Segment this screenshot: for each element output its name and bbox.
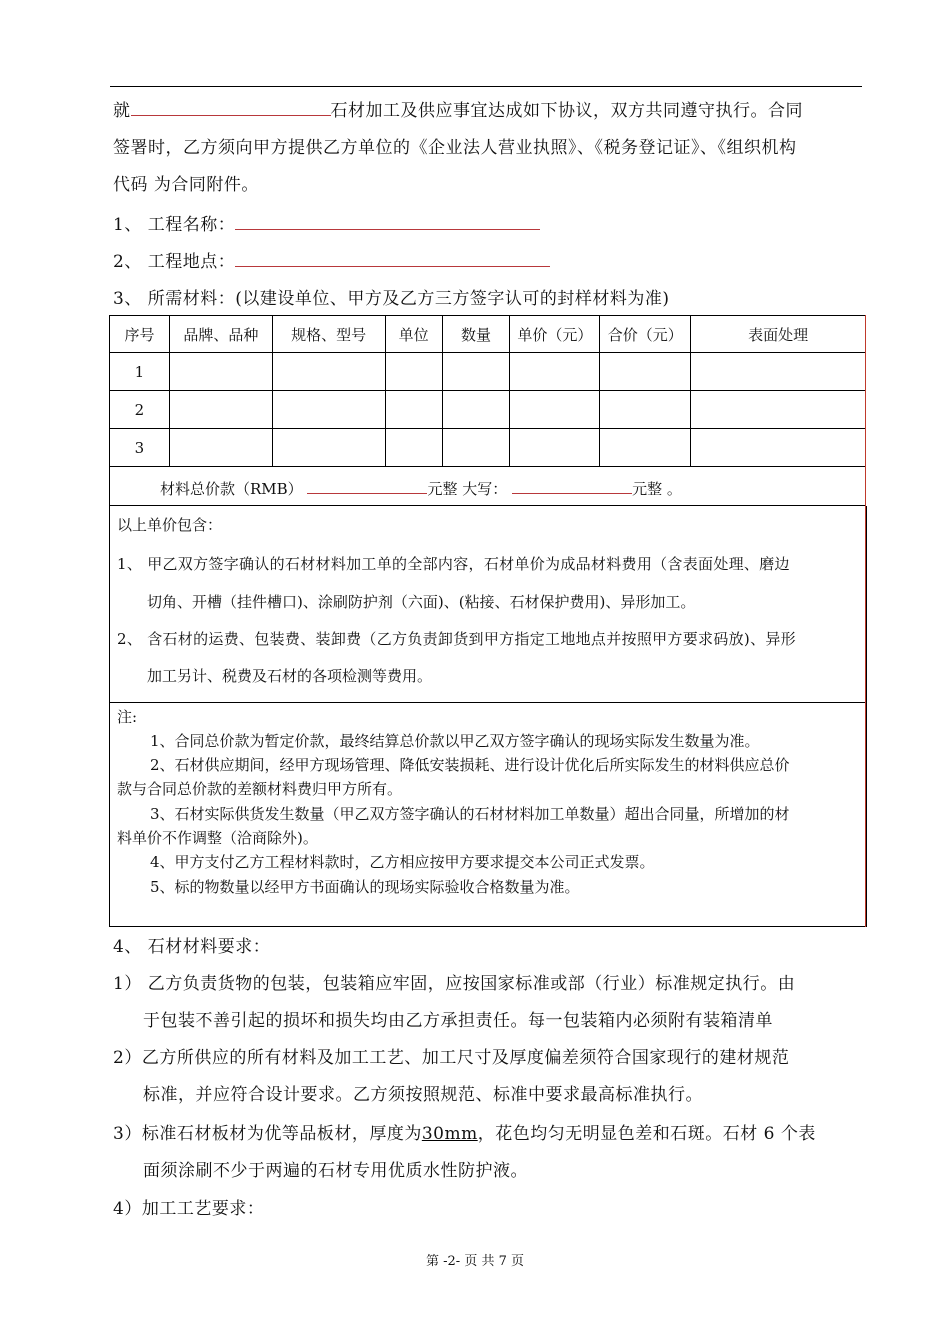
requirement-4: 4）加工工艺要求： [113,1199,265,1219]
project-location-label: 2、 工程地点： [113,252,236,272]
col-header: 序号 [110,316,170,353]
table-cell[interactable] [691,353,866,391]
note-4: 4、甲方支付乙方工程材料款时，乙方相应按甲方要求提交本公司正式发票。 [150,853,655,871]
requirements-title: 4、 石材材料要求： [113,937,271,957]
project-location-field[interactable] [235,248,550,267]
price-include-2b: 加工另计、税费及石材的各项检测等费用。 [147,667,433,685]
thickness-value: 30mm [421,1124,478,1144]
col-header: 数量 [442,316,510,353]
table-cell[interactable] [169,353,272,391]
notes-title: 注: [117,708,138,726]
intro-line1-text: 石材加工及供应事宜达成如下协议，双方共同遵守执行。合同 [330,101,803,121]
table-row [110,429,866,467]
requirement-3b: 面须涂刷不少于两遍的石材专用优质水性防护液。 [143,1161,528,1181]
row-number: 3 [110,429,170,467]
project-name-label: 1、 工程名称： [113,215,236,235]
note-5: 5、标的物数量以经甲方书面确认的现场实际验收合格数量为准。 [150,878,580,896]
col-header: 单价（元） [510,316,600,353]
project-name-row [113,210,540,235]
note-2a: 2、石材供应期间，经甲方现场管理、降低安装损耗、进行设计优化后所实际发生的材料供应总价 [150,756,790,774]
margin-redline [865,315,866,927]
table-cell[interactable] [169,429,272,467]
total-amount-field[interactable] [307,479,427,494]
project-blank[interactable] [131,97,331,116]
table-cell[interactable] [169,391,272,429]
table-cell[interactable] [691,429,866,467]
total-price-line [160,478,682,499]
table-cell[interactable] [691,391,866,429]
table-row [110,391,866,429]
table-cell[interactable] [385,353,442,391]
table-cell[interactable] [510,429,600,467]
header-rule [110,86,862,87]
requirement-3a-pre: 3）标准石材板材为优等品板材，厚度为 [113,1124,422,1144]
materials-heading: 3、 所需材料：(以建设单位、甲方及乙方三方签字认可的封样材料为准) [113,289,670,309]
intro-line-1 [113,96,803,121]
col-header: 合价（元） [600,316,691,353]
table-row [110,353,866,391]
total-daxie-field[interactable] [512,479,632,494]
table-cell[interactable] [272,429,385,467]
requirement-1b: 于包装不善引起的损坏和损失均由乙方承担责任。每一包装箱内必须附有装箱清单 [143,1011,773,1031]
total-daxie-label: 大写： [462,480,508,498]
price-include-1b: 切角、开槽（挂件槽口)、涂刷防护剂（六面)、(粘接、石材保护费用)、异形加工。 [147,593,696,611]
requirement-1a: 1） 乙方负责货物的包装，包装箱应牢固，应按国家标准或部（行业）标准规定执行。由 [113,974,796,994]
table-cell[interactable] [600,353,691,391]
table-cell[interactable] [600,429,691,467]
note-3a: 3、石材实际供货发生数量（甲乙双方签字确认的石材材料加工单数量）超出合同量，所增加的材 [150,805,790,823]
price-include-2a: 2、 含石材的运费、包装费、装卸费（乙方负责卸货到甲方指定工地地点并按照甲方要求码放)、异形 [117,630,796,648]
table-cell[interactable] [272,391,385,429]
intro-prefix: 就 [113,101,131,121]
row-number: 1 [110,353,170,391]
total-label: 材料总价款（RMB） [160,480,303,498]
price-includes-title: 以上单价包含： [117,516,223,534]
requirement-3a [113,1119,816,1144]
table-cell[interactable] [272,353,385,391]
project-name-field[interactable] [235,211,540,230]
table-cell[interactable] [385,391,442,429]
table-cell[interactable] [442,429,510,467]
col-header: 规格、型号 [272,316,385,353]
table-cell[interactable] [385,429,442,467]
table-cell[interactable] [442,391,510,429]
table-cell[interactable] [510,353,600,391]
row-number: 2 [110,391,170,429]
note-1: 1、合同总价款为暂定价款，最终结算总价款以甲乙双方签字确认的现场实际发生数量为准。 [150,732,760,750]
col-header: 表面处理 [691,316,866,353]
col-header: 品牌、品种 [169,316,272,353]
project-location-row [113,247,550,272]
total-unit-2: 元整 [632,480,663,498]
total-unit: 元整 [427,480,458,498]
table-cell[interactable] [510,391,600,429]
table-cell[interactable] [600,391,691,429]
requirement-2b: 标准，并应符合设计要求。乙方须按照规范、标准中要求最高标准执行。 [143,1085,703,1105]
table-header-row [110,316,866,353]
total-end: 。 [666,480,682,498]
intro-line-3: 代码 为合同附件。 [113,175,259,195]
table-cell[interactable] [442,353,510,391]
price-include-1a: 1、 甲乙双方签字确认的石材材料加工单的全部内容，石材单价为成品材料费用（含表面处理、磨边 [117,555,790,573]
note-3b: 料单价不作调整（洽商除外)。 [117,829,318,847]
requirement-3a-post: ，花色均匀无明显色差和石斑。石材 6 个表 [477,1124,816,1144]
requirement-2a: 2）乙方所供应的所有材料及加工工艺、加工尺寸及厚度偏差须符合国家现行的建材规范 [113,1048,790,1068]
col-header: 单位 [385,316,442,353]
intro-line-2: 签署时，乙方须向甲方提供乙方单位的《企业法人营业执照》、《税务登记证》、《组织机构 [113,138,797,158]
page-footer: 第 -2- 页 共 7 页 [426,1254,524,1269]
note-2b: 款与合同总价款的差额材料费归甲方所有。 [117,780,403,798]
